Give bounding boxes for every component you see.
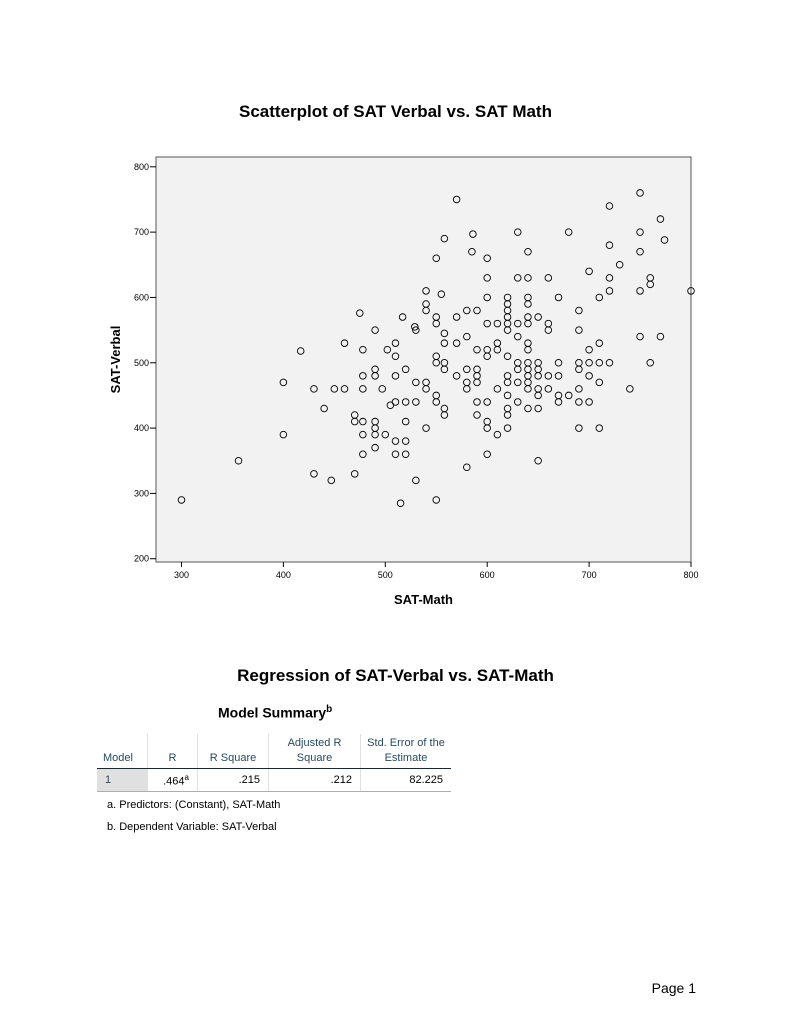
y-tick-label: 600 [133,292,149,303]
x-tick-label: 500 [377,570,393,580]
cell-model: 1 [97,769,148,792]
table-row [97,769,451,792]
regression-title: Regression of SAT-Verbal vs. SAT-Math [237,666,554,685]
y-tick-label: 400 [133,423,149,434]
cell-r-square: .215 [198,769,269,792]
footnote-a: a. Predictors: (Constant), SAT-Math [107,799,281,811]
x-tick-label: 300 [173,570,189,580]
model-summary-title [218,704,332,721]
y-tick-label: 700 [133,227,149,238]
y-tick-label: 800 [133,161,149,172]
header-model: Model [97,734,148,769]
x-axis [174,562,699,580]
header-adjusted-r-square-line2: Square [296,752,333,764]
y-axis [134,162,156,564]
header-std-error-line2: Estimate [384,752,428,764]
header-r: R [148,734,198,769]
model-summary-title-text: Model Summary [218,704,327,721]
x-tick-label: 800 [683,570,699,580]
model-summary-title-sup: b [326,704,333,715]
y-tick-label: 200 [133,553,149,564]
cell-std-error: 82.225 [361,769,452,792]
y-tick-label: 300 [133,488,149,499]
x-axis-label: SAT-Math [394,592,453,607]
cell-r [148,769,198,792]
y-tick-label: 500 [133,357,149,368]
cell-adjusted-r-square: .212 [269,769,361,792]
x-tick-label: 700 [581,570,597,580]
chart-title: Scatterplot of SAT Verbal vs. SAT Math [239,102,552,121]
header-std-error [361,734,452,769]
y-axis-label: SAT-Verbal [108,325,123,394]
cell-r-value: .464 [163,775,185,788]
x-tick-label: 400 [275,570,291,580]
header-adjusted-r-square [269,734,361,769]
x-tick-label: 600 [479,570,495,580]
header-r-square: R Square [198,734,269,769]
header-std-error-line1: Std. Error of the [367,737,445,749]
header-adjusted-r-square-line1: Adjusted R [287,737,342,749]
footnote-b: b. Dependent Variable: SAT-Verbal [107,821,277,833]
scatter-plot [100,150,700,610]
cell-r-sup: a [184,772,189,782]
model-summary-table [97,734,451,792]
page-number: Page 1 [651,980,696,996]
